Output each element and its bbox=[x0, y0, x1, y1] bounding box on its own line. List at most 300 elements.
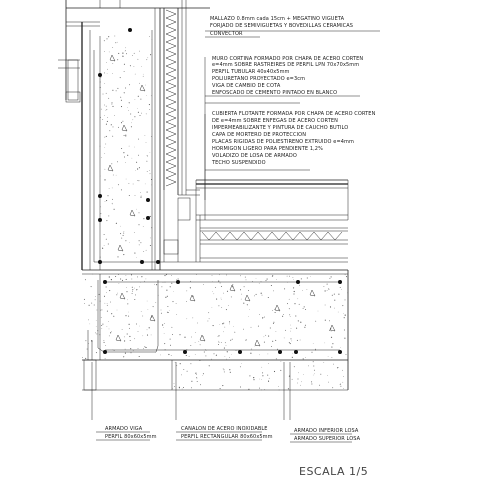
concrete-speck bbox=[143, 226, 144, 227]
concrete-speck bbox=[89, 343, 90, 344]
concrete-speck bbox=[141, 276, 142, 277]
concrete-speck bbox=[112, 104, 113, 105]
concrete-speck bbox=[342, 382, 343, 383]
concrete-speck bbox=[214, 353, 215, 354]
concrete-speck bbox=[232, 284, 233, 285]
concrete-speck bbox=[261, 379, 262, 380]
concrete-speck bbox=[245, 277, 246, 278]
concrete-speck bbox=[197, 323, 198, 324]
concrete-speck bbox=[125, 315, 126, 316]
concrete-speck bbox=[179, 334, 180, 335]
concrete-speck bbox=[301, 278, 302, 279]
concrete-speck bbox=[134, 195, 135, 196]
concrete-speck bbox=[107, 303, 108, 304]
concrete-speck bbox=[342, 305, 343, 306]
concrete-speck bbox=[132, 289, 133, 290]
concrete-speck bbox=[147, 156, 148, 157]
concrete-speck bbox=[287, 282, 288, 283]
concrete-speck bbox=[128, 316, 129, 317]
concrete-speck bbox=[241, 299, 242, 300]
concrete-speck bbox=[344, 317, 345, 318]
concrete-speck bbox=[139, 244, 140, 245]
concrete-speck bbox=[138, 155, 139, 156]
concrete-speck bbox=[315, 321, 316, 322]
concrete-speck bbox=[334, 308, 335, 309]
concrete-speck bbox=[151, 179, 152, 180]
concrete-speck bbox=[325, 320, 326, 321]
aggregate-triangle bbox=[120, 293, 125, 299]
concrete-speck bbox=[145, 85, 146, 86]
concrete-speck bbox=[138, 348, 139, 349]
concrete-speck bbox=[134, 232, 135, 233]
concrete-speck bbox=[120, 97, 121, 98]
concrete-speck bbox=[149, 36, 150, 37]
concrete-speck bbox=[178, 279, 179, 280]
concrete-speck bbox=[292, 379, 293, 380]
label-roof-6: HORMIGON LIGERO PARA PENDIENTE 1,2% bbox=[212, 146, 323, 152]
concrete-speck bbox=[138, 180, 139, 181]
concrete-speck bbox=[123, 235, 124, 236]
concrete-speck bbox=[225, 342, 226, 343]
label-top-1: MALLAZO 0.8mm cada 15cm + MEGATINO VIGUETA bbox=[210, 16, 345, 22]
concrete-speck bbox=[104, 153, 105, 154]
concrete-speck bbox=[122, 280, 123, 281]
rebar-dot bbox=[98, 73, 102, 77]
concrete-speck bbox=[105, 345, 106, 346]
aggregate-triangle bbox=[140, 85, 145, 91]
concrete-speck bbox=[228, 305, 229, 306]
concrete-speck bbox=[131, 352, 132, 353]
concrete-speck bbox=[289, 308, 290, 309]
concrete-speck bbox=[94, 305, 95, 306]
concrete-speck bbox=[196, 374, 197, 375]
concrete-speck bbox=[258, 326, 259, 327]
concrete-speck bbox=[251, 349, 252, 350]
concrete-speck bbox=[134, 53, 135, 54]
concrete-speck bbox=[136, 257, 137, 258]
concrete-speck bbox=[305, 357, 306, 358]
concrete-speck bbox=[138, 331, 139, 332]
concrete-speck bbox=[104, 342, 105, 343]
concrete-speck bbox=[226, 275, 227, 276]
concrete-speck bbox=[269, 378, 270, 379]
concrete-speck bbox=[236, 350, 237, 351]
concrete-speck bbox=[104, 340, 105, 341]
concrete-speck bbox=[127, 107, 128, 108]
concrete-speck bbox=[268, 297, 269, 298]
concrete-speck bbox=[223, 293, 224, 294]
concrete-speck bbox=[111, 124, 112, 125]
concrete-speck bbox=[344, 338, 345, 339]
concrete-speck bbox=[129, 328, 130, 329]
concrete-speck bbox=[111, 102, 112, 103]
concrete-speck bbox=[291, 328, 292, 329]
concrete-speck bbox=[117, 256, 118, 257]
concrete-speck bbox=[166, 290, 167, 291]
concrete-speck bbox=[108, 321, 109, 322]
concrete-speck bbox=[276, 331, 277, 332]
concrete-speck bbox=[261, 390, 262, 391]
concrete-speck bbox=[259, 355, 260, 356]
concrete-speck bbox=[226, 345, 227, 346]
concrete-speck bbox=[342, 370, 343, 371]
concrete-speck bbox=[296, 328, 297, 329]
concrete-speck bbox=[112, 188, 113, 189]
label-roof-1: CUBIERTA FLOTANTE FORMADA POR CHAPA DE ACERO CORTEN bbox=[212, 111, 376, 117]
concrete-speck bbox=[101, 109, 102, 110]
concrete-speck bbox=[212, 281, 213, 282]
concrete-speck bbox=[287, 276, 288, 277]
concrete-speck bbox=[304, 306, 305, 307]
concrete-speck bbox=[198, 341, 199, 342]
concrete-speck bbox=[116, 175, 117, 176]
concrete-speck bbox=[243, 303, 244, 304]
concrete-speck bbox=[124, 337, 125, 338]
concrete-speck bbox=[245, 340, 246, 341]
concrete-speck bbox=[150, 152, 151, 153]
concrete-speck bbox=[298, 299, 299, 300]
concrete-speck bbox=[111, 163, 112, 164]
concrete-speck bbox=[243, 329, 244, 330]
concrete-speck bbox=[164, 333, 165, 334]
concrete-speck bbox=[183, 387, 184, 388]
concrete-speck bbox=[107, 311, 108, 312]
concrete-speck bbox=[127, 303, 128, 304]
concrete-speck bbox=[325, 290, 326, 291]
concrete-speck bbox=[219, 274, 220, 275]
concrete-speck bbox=[134, 253, 135, 254]
concrete-speck bbox=[104, 40, 105, 41]
label-group-top bbox=[210, 16, 353, 37]
concrete-speck bbox=[138, 96, 139, 97]
concrete-speck bbox=[111, 279, 112, 280]
concrete-speck bbox=[134, 147, 135, 148]
concrete-speck bbox=[125, 136, 126, 137]
concrete-speck bbox=[216, 355, 217, 356]
concrete-speck bbox=[279, 389, 280, 390]
concrete-speck bbox=[303, 374, 304, 375]
concrete-speck bbox=[123, 135, 124, 136]
concrete-speck bbox=[268, 336, 269, 337]
concrete-speck bbox=[212, 291, 213, 292]
rebar-dot bbox=[140, 260, 144, 264]
concrete-speck bbox=[92, 274, 93, 275]
concrete-speck bbox=[227, 291, 228, 292]
concrete-speck bbox=[260, 379, 261, 380]
concrete-speck bbox=[170, 339, 171, 340]
concrete-speck bbox=[107, 305, 108, 306]
concrete-speck bbox=[293, 279, 294, 280]
concrete-speck bbox=[150, 238, 151, 239]
concrete-speck bbox=[147, 329, 148, 330]
concrete-speck bbox=[168, 312, 169, 313]
concrete-speck bbox=[317, 389, 318, 390]
concrete-speck bbox=[272, 276, 273, 277]
concrete-speck bbox=[110, 332, 111, 333]
concrete-speck bbox=[132, 291, 133, 292]
concrete-speck bbox=[282, 316, 283, 317]
concrete-speck bbox=[122, 329, 123, 330]
concrete-speck bbox=[293, 293, 294, 294]
concrete-speck bbox=[114, 115, 115, 116]
aggregate-triangle bbox=[150, 315, 155, 321]
concrete-speck bbox=[332, 357, 333, 358]
concrete-speck bbox=[328, 382, 329, 383]
concrete-speck bbox=[275, 312, 276, 313]
concrete-speck bbox=[139, 212, 140, 213]
concrete-speck bbox=[240, 289, 241, 290]
concrete-speck bbox=[112, 73, 113, 74]
concrete-speck bbox=[176, 303, 177, 304]
concrete-speck bbox=[289, 314, 290, 315]
concrete-speck bbox=[158, 295, 159, 296]
concrete-speck bbox=[162, 324, 163, 325]
concrete-speck bbox=[129, 324, 130, 325]
concrete-speck bbox=[315, 349, 316, 350]
concrete-speck bbox=[331, 331, 332, 332]
concrete-speck bbox=[151, 96, 152, 97]
concrete-speck bbox=[229, 321, 230, 322]
concrete-speck bbox=[170, 286, 171, 287]
concrete-speck bbox=[149, 327, 150, 328]
concrete-speck bbox=[124, 231, 125, 232]
concrete-speck bbox=[191, 381, 192, 382]
concrete-speck bbox=[139, 167, 140, 168]
concrete-speck bbox=[340, 384, 341, 385]
concrete-speck bbox=[106, 62, 107, 63]
concrete-speck bbox=[301, 381, 302, 382]
aggregate-triangle bbox=[255, 340, 260, 346]
concrete-speck bbox=[129, 146, 130, 147]
rebar-dot bbox=[183, 350, 187, 354]
concrete-speck bbox=[136, 324, 137, 325]
concrete-speck bbox=[118, 53, 119, 54]
concrete-speck bbox=[117, 42, 118, 43]
concrete-speck bbox=[175, 362, 176, 363]
concrete-speck bbox=[290, 331, 291, 332]
concrete-speck bbox=[313, 375, 314, 376]
concrete-speck bbox=[149, 109, 150, 110]
concrete-speck bbox=[294, 303, 295, 304]
concrete-speck bbox=[240, 366, 241, 367]
concrete-speck bbox=[110, 302, 111, 303]
concrete-speck bbox=[209, 365, 210, 366]
concrete-speck bbox=[106, 292, 107, 293]
concrete-speck bbox=[100, 206, 101, 207]
concrete-speck bbox=[122, 121, 123, 122]
concrete-speck bbox=[148, 309, 149, 310]
concrete-speck bbox=[100, 87, 101, 88]
concrete-speck bbox=[262, 295, 263, 296]
concrete-speck bbox=[134, 299, 135, 300]
concrete-speck bbox=[164, 323, 165, 324]
concrete-speck bbox=[96, 320, 97, 321]
label-roof-5: PLACAS RIGIDAS DE POLIESTIRENO EXTRUIDO e=4mm bbox=[212, 139, 354, 145]
concrete-speck bbox=[96, 326, 97, 327]
concrete-speck bbox=[102, 248, 103, 249]
concrete-speck bbox=[143, 218, 144, 219]
concrete-speck bbox=[146, 96, 147, 97]
concrete-speck bbox=[161, 313, 162, 314]
concrete-speck bbox=[299, 285, 300, 286]
concrete-speck bbox=[126, 279, 127, 280]
concrete-speck bbox=[127, 333, 128, 334]
concrete-speck bbox=[145, 347, 146, 348]
rebar-dot bbox=[156, 260, 160, 264]
concrete-speck bbox=[139, 356, 140, 357]
concrete-speck bbox=[305, 309, 306, 310]
concrete-speck bbox=[139, 115, 140, 116]
concrete-speck bbox=[281, 361, 282, 362]
concrete-speck bbox=[220, 388, 221, 389]
concrete-speck bbox=[140, 282, 141, 283]
concrete-speck bbox=[119, 283, 120, 284]
concrete-speck bbox=[255, 346, 256, 347]
concrete-speck bbox=[121, 122, 122, 123]
concrete-speck bbox=[280, 370, 281, 371]
concrete-speck bbox=[108, 36, 109, 37]
concrete-speck bbox=[212, 275, 213, 276]
concrete-speck bbox=[164, 343, 165, 344]
concrete-speck bbox=[180, 363, 181, 364]
concrete-speck bbox=[147, 171, 148, 172]
concrete-speck bbox=[100, 146, 101, 147]
concrete-speck bbox=[273, 323, 274, 324]
concrete-speck bbox=[313, 343, 314, 344]
concrete-speck bbox=[325, 343, 326, 344]
concrete-speck bbox=[95, 299, 96, 300]
concrete-speck bbox=[273, 290, 274, 291]
concrete-speck bbox=[267, 375, 268, 376]
concrete-speck bbox=[108, 244, 109, 245]
concrete-speck bbox=[143, 74, 144, 75]
aggregate-triangle bbox=[108, 165, 113, 171]
concrete-speck bbox=[224, 369, 225, 370]
concrete-speck bbox=[213, 325, 214, 326]
concrete-speck bbox=[290, 343, 291, 344]
concrete-speck bbox=[328, 289, 329, 290]
label-wall-6: ENFOSCADO DE CEMENTO PINTADO EN BLANCO bbox=[212, 90, 338, 96]
concrete-speck bbox=[136, 209, 137, 210]
label-roof-2: DE e=4mm SOBRE ENFEGAS DE ACERO CORTEN bbox=[212, 118, 339, 124]
concrete-speck bbox=[105, 201, 106, 202]
concrete-speck bbox=[100, 310, 101, 311]
concrete-speck bbox=[150, 216, 151, 217]
concrete-speck bbox=[332, 343, 333, 344]
concrete-speck bbox=[147, 192, 148, 193]
label-wall-3: PERFIL TUBULAR 40x40x5mm bbox=[212, 69, 290, 75]
concrete-speck bbox=[262, 317, 263, 318]
concrete-speck bbox=[223, 323, 224, 324]
concrete-speck bbox=[293, 277, 294, 278]
concrete-speck bbox=[161, 310, 162, 311]
concrete-speck bbox=[115, 42, 116, 43]
aggregate-triangle bbox=[230, 285, 235, 291]
concrete-speck bbox=[167, 312, 168, 313]
concrete-speck bbox=[240, 275, 241, 276]
label-wall-2: e=4mm SOBRE RASTREIRES DE PERFIL LPN 70x70x5mm bbox=[212, 62, 360, 68]
concrete-speck bbox=[164, 275, 165, 276]
concrete-speck bbox=[106, 38, 107, 39]
concrete-speck bbox=[212, 307, 213, 308]
concrete-speck bbox=[141, 196, 142, 197]
concrete-speck bbox=[332, 295, 333, 296]
concrete-speck bbox=[118, 274, 119, 275]
concrete-speck bbox=[331, 337, 332, 338]
concrete-speck bbox=[102, 324, 103, 325]
concrete-speck bbox=[101, 325, 102, 326]
concrete-speck bbox=[285, 330, 286, 331]
concrete-speck bbox=[206, 350, 207, 351]
concrete-speck bbox=[125, 353, 126, 354]
concrete-speck bbox=[100, 176, 101, 177]
concrete-speck bbox=[125, 47, 126, 48]
concrete-speck bbox=[117, 59, 118, 60]
concrete-speck bbox=[227, 351, 228, 352]
aggregate-triangle bbox=[118, 245, 123, 251]
concrete-speck bbox=[140, 192, 141, 193]
concrete-speck bbox=[127, 300, 128, 301]
concrete-speck bbox=[252, 281, 253, 282]
rebar-dot bbox=[98, 194, 102, 198]
concrete-speck bbox=[112, 47, 113, 48]
concrete-speck bbox=[165, 282, 166, 283]
concrete-speck bbox=[218, 335, 219, 336]
concrete-speck bbox=[121, 100, 122, 101]
label-group-bottom-mid bbox=[176, 426, 273, 440]
concrete-speck bbox=[332, 387, 333, 388]
concrete-speck bbox=[262, 372, 263, 373]
aggregate-triangle bbox=[275, 305, 280, 311]
concrete-speck bbox=[181, 375, 182, 376]
concrete-speck bbox=[259, 388, 260, 389]
concrete-speck bbox=[107, 326, 108, 327]
concrete-speck bbox=[268, 363, 269, 364]
concrete-speck bbox=[108, 215, 109, 216]
concrete-speck bbox=[143, 348, 144, 349]
concrete-speck bbox=[126, 287, 127, 288]
concrete-speck bbox=[105, 303, 106, 304]
concrete-speck bbox=[340, 347, 341, 348]
concrete-speck bbox=[112, 199, 113, 200]
concrete-speck bbox=[111, 313, 112, 314]
rebar-dot bbox=[98, 218, 102, 222]
concrete-speck bbox=[256, 278, 257, 279]
concrete-speck bbox=[205, 349, 206, 350]
concrete-speck bbox=[221, 298, 222, 299]
concrete-speck bbox=[271, 346, 272, 347]
concrete-speck bbox=[125, 349, 126, 350]
concrete-speck bbox=[124, 92, 125, 93]
concrete-speck bbox=[137, 108, 138, 109]
concrete-speck bbox=[261, 293, 262, 294]
concrete-speck bbox=[174, 386, 175, 387]
concrete-speck bbox=[101, 77, 102, 78]
concrete-speck bbox=[132, 293, 133, 294]
concrete-speck bbox=[283, 314, 284, 315]
concrete-speck bbox=[310, 276, 311, 277]
concrete-speck bbox=[116, 90, 117, 91]
concrete-speck bbox=[106, 124, 107, 125]
concrete-speck bbox=[303, 308, 304, 309]
concrete-speck bbox=[247, 304, 248, 305]
concrete-speck bbox=[147, 335, 148, 336]
concrete-speck bbox=[197, 378, 198, 379]
concrete-speck bbox=[146, 142, 147, 143]
concrete-speck bbox=[207, 321, 208, 322]
concrete-speck bbox=[96, 333, 97, 334]
concrete-speck bbox=[299, 304, 300, 305]
